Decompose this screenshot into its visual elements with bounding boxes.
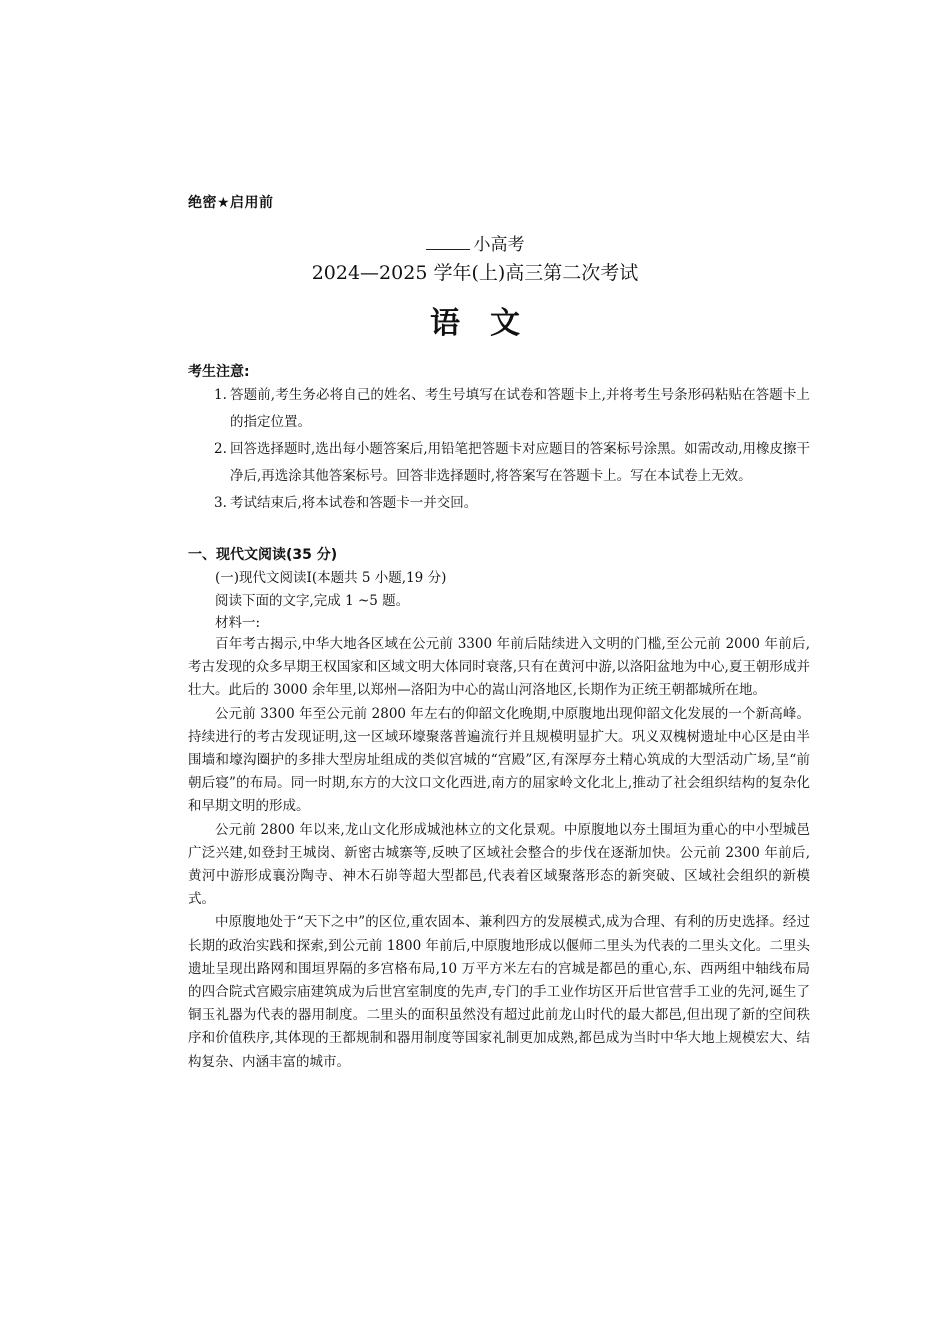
confidential-label: 绝密★启用前: [188, 195, 274, 211]
material-body: [188, 633, 810, 1074]
subject-title: 语文: [430, 306, 550, 341]
notice-item-text: 回答选择题时,选出每小题答案后,用铅笔把答题卡对应题目的答案标号涂黑。如需改动,用橡皮擦干净后,再选涂其他答案标号。回答非选择题时,将答案写在答题卡上。写在本试卷上无效。: [230, 441, 810, 484]
notice-item-number: 3.: [214, 495, 227, 511]
brand-text: 小高考: [473, 235, 525, 255]
blank-underline: [426, 235, 470, 250]
notice-item-text: 答题前,考生务必将自己的姓名、考生号填写在试卷和答题卡上,并将考生号条形码粘贴在答题卡上的指定位置。: [230, 387, 810, 430]
section-intro: [215, 567, 446, 635]
subsection-title: (一)现代文阅读Ⅰ(本题共 5 小题,19 分): [215, 570, 447, 586]
notice-item-text: 考试结束后,将本试卷和答题卡一并交回。: [230, 495, 478, 511]
notice-title: 考生注意:: [188, 364, 250, 380]
notice-list: [214, 382, 810, 517]
notice-item-number: 2.: [214, 441, 227, 457]
notice-item: [214, 436, 810, 490]
notice-item: [214, 490, 810, 517]
exam-title: 2024—2025 学年(上)高三第二次考试: [311, 262, 639, 284]
section-title: 一、现代文阅读(35 分): [188, 547, 338, 563]
material-paragraph: 百年考古揭示,中华大地各区域在公元前 3300 年前后陆续进入文明的门槛,至公元前 2000 年前后,考古发现的众多早期王权国家和区域文明大体同时衰落,只有在黄河中游,以洛阳盆地为中心,夏王朝形成并壮大。此后的 3000 余年里,以郑州—洛阳为中心的嵩山河洛地区,长期作为正统王朝都城所在地。: [188, 636, 810, 699]
reading-instruction: 阅读下面的文字,完成 1 ~5 题。: [215, 592, 410, 609]
brand-heading: [0, 230, 950, 255]
material-paragraph: 公元前 3300 年至公元前 2800 年左右的仰韶文化晚期,中原腹地出现仰韶文化发展的一个新高峰。持续进行的考古发现证明,这一区域环壕聚落普遍流行并且规模明显扩大。巩义双槐树遗址中心区是由半围墙和壕沟圈护的多排大型房址组成的类似宫城的“宫殿”区,有深厚夯土精心筑成的大型活动广场,呈“前朝后寝”的布局。同一时期,东方的大汶口文化西进,南方的屈家岭文化北上,推动了社会组织结构的复杂化和早期文明的形成。: [188, 705, 810, 815]
notice-item-number: 1.: [214, 387, 227, 403]
material-paragraph: 中原腹地处于“天下之中”的区位,重农固本、兼利四方的发展模式,成为合理、有利的历史选择。经过长期的政治实践和探索,到公元前 1800 年前后,中原腹地形成以偃师二里头为代表的二里头文化。二里头遗址呈现出路网和围垣界隔的多宫格布局,10 万平方米左右的宫城是都邑的重心,东、西两组中轴线布局的四合院式宫殿宗庙建筑成为后世宫室制度的先声,专门的手工业作坊区开后世官营手工业的先河,诞生了铜玉礼器为代表的器用制度。二里头的面积虽然没有超过此前龙山时代的最大都邑,但出现了新的空间秩序和价值秩序,其体现的王都规制和器用制度等国家礼制更加成熟,都邑成为当时中华大地上规模宏大、结构复杂、内涵丰富的城市。: [188, 914, 810, 1070]
notice-item: [214, 382, 810, 436]
material-paragraph: 公元前 2800 年以来,龙山文化形成城池林立的文化景观。中原腹地以夯土围垣为重心的中小型城邑广泛兴建,如登封王城岗、新密古城寨等,反映了区域社会整合的步伐在逐渐加快。公元前 2300 年前后,黄河中游形成襄汾陶寺、神木石峁等超大型都邑,代表着区域聚落形态的新突破、区域社会组织的新模式。: [188, 821, 810, 908]
material-label: 材料一:: [215, 615, 261, 631]
